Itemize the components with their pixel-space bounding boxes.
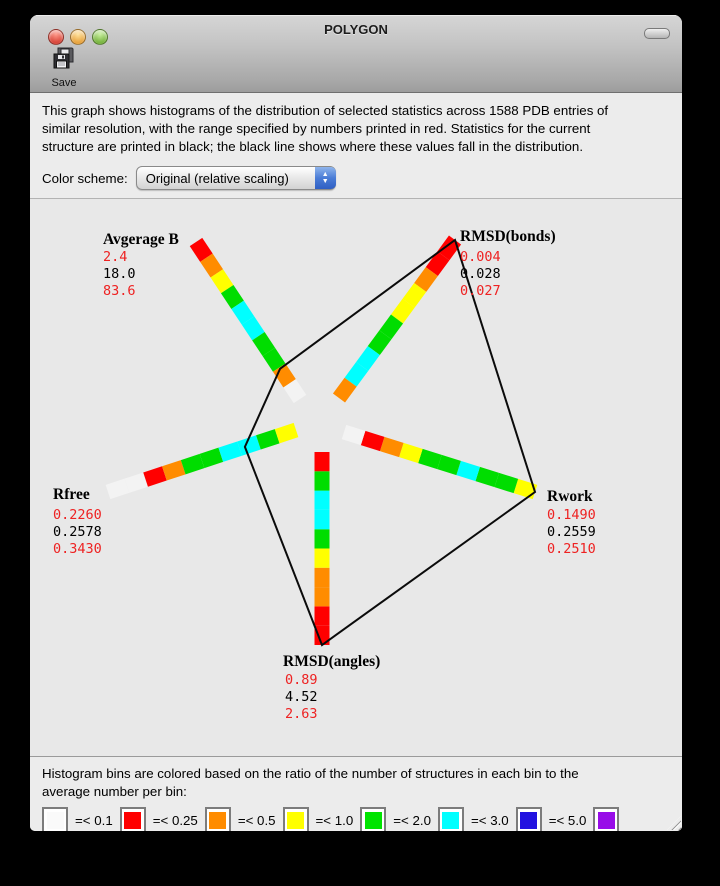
purple-bin-color [598,812,615,829]
cyan-bin-color [442,812,459,829]
description-text [30,93,682,160]
histogram-bin [401,450,420,456]
axis-label: RMSD(angles) [283,653,381,670]
axis-value: 0.028 [460,266,501,282]
legend-bin-label: =< 3.0 [470,812,509,828]
histogram-bin [258,336,268,352]
histogram-bin [164,467,183,473]
blue-bin-color [520,812,537,829]
axis-min: 2.4 [103,249,128,265]
histogram-bin [397,303,409,319]
window-chrome [30,15,682,93]
legend-swatch-yellow [283,807,309,831]
histogram-bin [344,432,363,438]
legend-bin-label: =< 1.0 [315,812,354,828]
legend-swatch-orange [205,807,231,831]
histogram-bin [290,383,300,399]
axis-label: Rwork [547,488,593,505]
polygon-plot-panel [30,198,682,756]
popup-arrows-icon: ▲ ▼ [315,167,336,189]
legend-swatch-blue [516,807,542,831]
toolbar-toggle-pill[interactable] [644,28,670,39]
polygon-plot-svg [40,199,672,755]
histogram-bin [351,366,363,382]
legend-swatch-purple [593,807,619,831]
histogram-bin [238,305,248,321]
legend-bin-label: =< 5.0 [548,812,587,828]
color-scheme-label: Color scheme: [42,170,128,186]
axis-max: 0.2510 [547,541,596,557]
save-button[interactable] [44,47,84,89]
axis-max: 0.3430 [53,541,102,557]
axis-max: 83.6 [103,283,136,299]
axis-min: 0.004 [460,249,501,265]
axis-min: 0.1490 [547,507,596,523]
axis-max: 2.63 [285,706,318,722]
histogram-bin [362,351,374,367]
axis-min: 0.2260 [53,507,102,523]
save-floppy-icon [52,47,76,76]
histogram-bin [258,436,277,442]
histogram-bin [363,438,382,444]
axis-value: 0.2559 [547,524,596,540]
legend-swatch-red [120,807,146,831]
window-title: POLYGON [324,22,388,37]
legend-swatch-green [360,807,386,831]
histogram-bin [420,456,439,462]
axis-value: 0.2578 [53,524,102,540]
histogram-bin [240,442,259,448]
histogram-bin [409,287,421,303]
color-scheme-row [30,160,682,198]
legend-bin-row [42,807,670,831]
axis-label: RMSD(bonds) [460,228,556,245]
color-scheme-selected-value: Original (relative scaling) [145,170,289,186]
axis-value: 18.0 [103,266,136,282]
histogram-bin [478,474,497,480]
save-button-label: Save [51,77,77,89]
axis-min: 0.89 [285,672,318,688]
histogram-bin [248,321,258,337]
histogram-bin [127,480,146,486]
axis-label: Avgerage B [103,231,179,248]
histogram-bin [497,480,516,486]
legend-bin-label: =< 0.1 [75,812,113,828]
axis-value: 4.52 [285,689,318,705]
legend-bin-label: =< 0.25 [152,812,198,828]
histogram-bin [440,462,459,468]
titlebar[interactable] [30,15,682,43]
legend-line: Histogram bins are colored based on the ratio of the number of structures in each bin to the [42,766,579,781]
legend-swatch-white [42,807,68,831]
histogram-bin [217,273,227,289]
legend-line: average number per bin: [42,784,187,799]
histogram-bin [183,461,202,467]
histogram-bin [374,335,386,351]
histogram-bin [277,430,296,436]
histogram-bin [339,382,351,398]
color-scheme-select[interactable] [136,166,336,190]
histogram-bin [108,486,127,492]
axis-label: Rfree [53,486,90,503]
histogram-bin [432,256,444,272]
histogram-bin [516,486,535,492]
yellow-bin-color [287,812,304,829]
legend-bin-label: =< 2.0 [393,812,431,828]
legend-swatch-cyan [438,807,464,831]
description-line: This graph shows histograms of the distribution of selected statistics across 1588 PDB entries of [42,103,609,118]
red-bin-color [124,812,141,829]
white-bin-color [47,812,64,829]
histogram-bin [382,444,401,450]
legend-panel [30,756,682,831]
histogram-bin [206,258,216,274]
histogram-bin [420,272,432,288]
green-bin-color [365,812,382,829]
orange-bin-color [209,812,226,829]
axis-max: 0.027 [460,283,501,299]
histogram-bin [227,289,237,305]
description-line: structure are printed in black; the black line shows where these values fall in the distribution. [42,139,584,154]
histogram-bin [202,455,221,461]
histogram-bin [279,368,289,384]
description-line: similar resolution, with the range specified by numbers printed in red. Statistics for the current [42,121,591,136]
histogram-bin [146,473,165,479]
histogram-bin [459,468,478,474]
polygon-window [30,15,682,831]
histogram-bin [385,319,397,335]
histogram-bin [196,242,206,258]
histogram-bin [269,352,279,368]
legend-bin-label: =< 0.5 [237,812,276,828]
histogram-bin [221,449,240,455]
